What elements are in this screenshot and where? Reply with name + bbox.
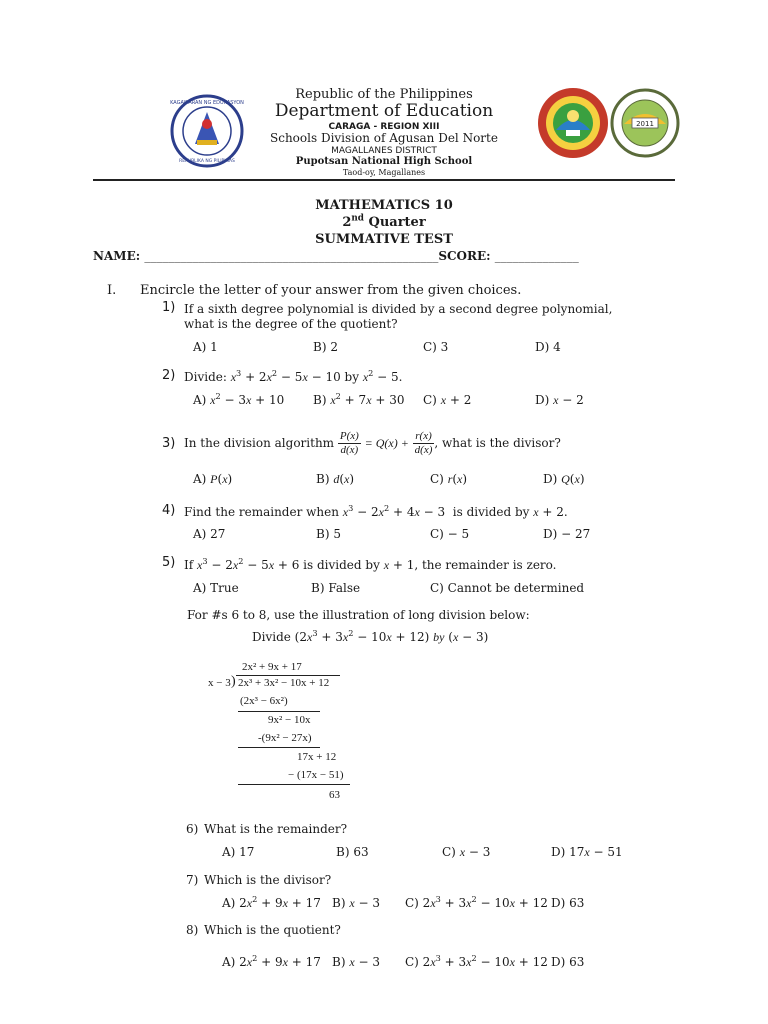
q3-choice-d[interactable]: D) Q(x) [543, 472, 585, 486]
subject-title: MATHEMATICS 10 [315, 198, 453, 213]
score-label: SCORE: [438, 249, 491, 263]
q6-choice-c[interactable]: C) x − 3 [442, 845, 491, 859]
quarter-word: Quarter [363, 215, 426, 230]
school-address: Taod-oy, Magallanes [342, 168, 426, 177]
long-division-step5: − (17x − 51) [288, 769, 344, 781]
q8-choice-b[interactable]: B) x − 3 [332, 955, 380, 969]
score-field[interactable]: ______________ [494, 249, 579, 263]
long-division-step1: (2x³ − 6x²) [240, 695, 288, 707]
quarter-title [184, 215, 584, 230]
q4-number: 4) [162, 503, 176, 518]
long-division-dividend: 2x³ + 3x² − 10x + 12 [238, 677, 330, 689]
q5-text: If $x^3 - 2x^2 - 5x + 6$ is divided by x + 1, the remainder is zero. [184, 556, 557, 572]
q8-text: Which is the quotient? [204, 923, 341, 937]
q2-choice-b[interactable]: B) $x^2 + 7x + 30$ [313, 391, 405, 407]
q1-text-line2: what is the degree of the quotient? [184, 317, 398, 331]
department-title: Department of Education [274, 101, 494, 121]
divide-word: Divide [252, 630, 291, 644]
q1-choice-b[interactable]: B) 2 [313, 340, 338, 354]
q4-choice-d[interactable]: D) − 27 [543, 527, 591, 541]
q4-text: Find the remainder when $x^3 - 2x^2 + 4x - 3$ is divided by x + 2. [184, 503, 568, 519]
q8-choice-d[interactable]: D) 63 [551, 955, 585, 969]
long-division-step2: 9x² − 10x [268, 714, 311, 726]
q5-number: 5) [162, 555, 176, 570]
long-division-divisor: x − 3 [208, 677, 231, 689]
school-seal-logo [610, 88, 680, 158]
quarter-number: 2 [342, 215, 352, 230]
svg-text:KAGAWARAN NG EDUKASYON: KAGAWARAN NG EDUKASYON [170, 100, 244, 106]
quarter-suffix: nd [351, 213, 364, 224]
q1-choice-d[interactable]: D) 4 [535, 340, 561, 354]
q3-choice-c[interactable]: C) r(x) [430, 472, 468, 486]
q2-choice-a[interactable]: A) $x^2 - 3x + 10$ [193, 391, 285, 407]
section-instruction: Encircle the letter of your answer from the given choices. [140, 283, 522, 298]
q1-text-line1: If a sixth degree polynomial is divided by a second degree polynomial, [184, 302, 613, 316]
school-seal-year: 2011 [636, 120, 654, 128]
q3-text-post: , what is the divisor? [434, 436, 561, 450]
q2-number: 2) [162, 368, 176, 383]
q7-choice-c[interactable]: C) $2x^3 + 3x^2 - 10x + 12$ [405, 894, 548, 910]
name-field[interactable]: _________________________________________________ [144, 249, 439, 263]
division-line: Schools Division of Agusan Del Norte [270, 131, 498, 145]
q1-number: 1) [162, 300, 176, 315]
q6-text: What is the remainder? [204, 822, 348, 836]
long-division-step3: -(9x² − 27x) [258, 732, 312, 744]
q5-choice-b[interactable]: B) False [311, 581, 361, 595]
name-score-row [93, 249, 579, 263]
q2-choice-c[interactable]: C) x + 2 [423, 393, 472, 407]
q3-choice-b[interactable]: B) d(x) [316, 472, 355, 486]
q7-text: Which is the divisor? [204, 873, 332, 887]
q3-text-pre: In the division algorithm [184, 436, 335, 450]
long-division-quotient: 2x² + 9x + 17 [242, 661, 302, 673]
q6-choice-b[interactable]: B) 63 [336, 845, 369, 859]
long-division-line2 [238, 747, 320, 748]
header-divider [93, 179, 675, 181]
q6-choice-d[interactable]: D) 17x − 51 [551, 845, 623, 859]
q7-choice-d[interactable]: D) 63 [551, 896, 585, 910]
q2-text: Divide: $x^3 + 2x^2 - 5x - 10$ by $x^2 - 5$. [184, 368, 403, 384]
district-line: MAGALLANES DISTRICT [331, 146, 437, 156]
q3-number: 3) [162, 436, 176, 451]
q6-number: 6) [186, 822, 199, 836]
q3-fraction-r-over-d: $\frac{r(x)}{d(x)}$ [414, 430, 433, 456]
q3-text: In the division algorithm $\frac{P(x)}{d(x)}$ = Q(x) + $\frac{r(x)}{d(x)}$ , what is the divisor? [184, 430, 561, 456]
svg-text:REPUBLIKA NG PILIPINAS: REPUBLIKA NG PILIPINAS [179, 159, 235, 164]
q3-fraction-p-over-d: $\frac{P(x)}{d(x)}$ [339, 430, 359, 456]
long-division-bracket: ) [231, 674, 236, 689]
long-division-step4: 17x + 12 [297, 751, 337, 763]
illustration-divide-line: Divide $(2x^3 + 3x^2 - 10x + 12)$ by (x − 3) [252, 628, 489, 644]
q4-choice-a[interactable]: A) 27 [193, 527, 226, 541]
long-division-line3 [238, 784, 350, 785]
republic-line: Republic of the Philippines [295, 87, 473, 102]
illustration-intro: For #s 6 to 8, use the illustration of long division below: [187, 608, 530, 622]
q4-choice-c[interactable]: C) − 5 [430, 527, 470, 541]
q4-choice-b[interactable]: B) 5 [316, 527, 341, 541]
section-number: I. [107, 283, 117, 298]
q5-choice-c[interactable]: C) Cannot be determined [430, 581, 585, 595]
q8-number: 8) [186, 923, 199, 937]
long-division-line1 [238, 711, 320, 712]
test-title: SUMMATIVE TEST [315, 232, 453, 247]
q5-choice-a[interactable]: A) True [193, 581, 239, 595]
q7-number: 7) [186, 873, 199, 887]
q7-choice-b[interactable]: B) x − 3 [332, 896, 380, 910]
q6-choice-a[interactable]: A) 17 [222, 845, 255, 859]
school-name: Pupotsan National High School [295, 156, 473, 167]
q1-choice-c[interactable]: C) 3 [423, 340, 449, 354]
q2-choice-d[interactable]: D) x − 2 [535, 393, 584, 407]
q8-choice-a[interactable]: A) $2x^2 + 9x + 17$ [222, 953, 321, 969]
q8-choice-c[interactable]: C) $2x^3 + 3x^2 - 10x + 12$ [405, 953, 548, 969]
long-division-bar [236, 675, 340, 676]
q7-choice-a[interactable]: A) $2x^2 + 9x + 17$ [222, 894, 321, 910]
region-line: CARAGA - REGION XIII [328, 122, 440, 132]
long-division-remainder: 63 [329, 789, 340, 801]
q1-choice-a[interactable]: A) 1 [193, 340, 218, 354]
name-label: NAME: [93, 249, 141, 263]
q3-choice-a[interactable]: A) P(x) [193, 472, 233, 486]
